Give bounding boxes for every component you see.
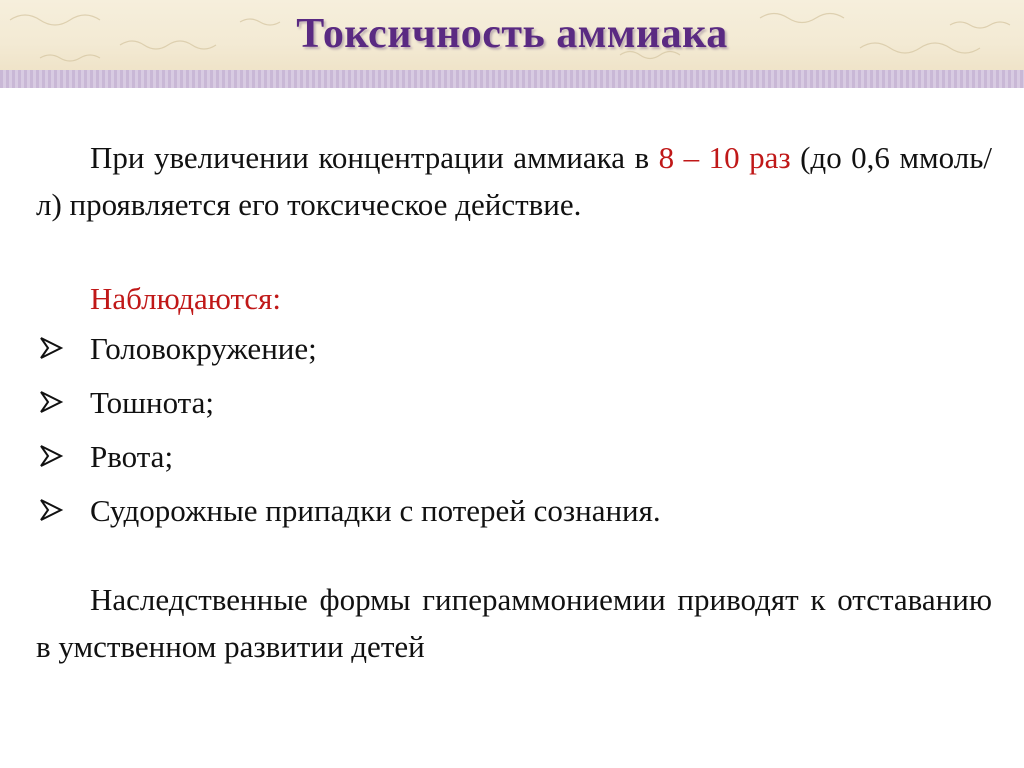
slide-title: Токсичность аммиака <box>296 11 728 57</box>
intro-text-part1: При увеличении концентрации аммиака в <box>90 140 659 175</box>
list-item <box>36 484 992 538</box>
list-item <box>36 376 992 430</box>
arrowhead-bullet-icon <box>38 443 64 469</box>
list-item-label: Головокружение; <box>90 331 317 366</box>
arrowhead-bullet-icon <box>38 389 64 415</box>
arrowhead-bullet-icon <box>38 335 64 361</box>
list-item <box>36 430 992 484</box>
symptoms-subheading: Наблюдаются: <box>90 281 282 316</box>
list-item <box>36 322 992 376</box>
concentration-highlight: 8 – 10 раз <box>658 140 791 175</box>
slide-body <box>36 134 992 670</box>
intro-text-part2: (до 0,6 ммоль/л) проявляется его токсическое действие. <box>36 140 992 222</box>
symptoms-list <box>36 322 992 538</box>
conclusion-paragraph: Наследственные формы гипераммониемии приводят к отставанию в умственном развитии детей <box>36 582 992 664</box>
arrowhead-bullet-icon <box>38 497 64 523</box>
list-item-label: Судорожные припадки с потерей сознания. <box>90 493 661 528</box>
header-divider-stripe <box>0 70 1024 88</box>
intro-paragraph <box>36 134 992 228</box>
list-item-label: Тошнота; <box>90 385 214 420</box>
list-item-label: Рвота; <box>90 439 174 474</box>
